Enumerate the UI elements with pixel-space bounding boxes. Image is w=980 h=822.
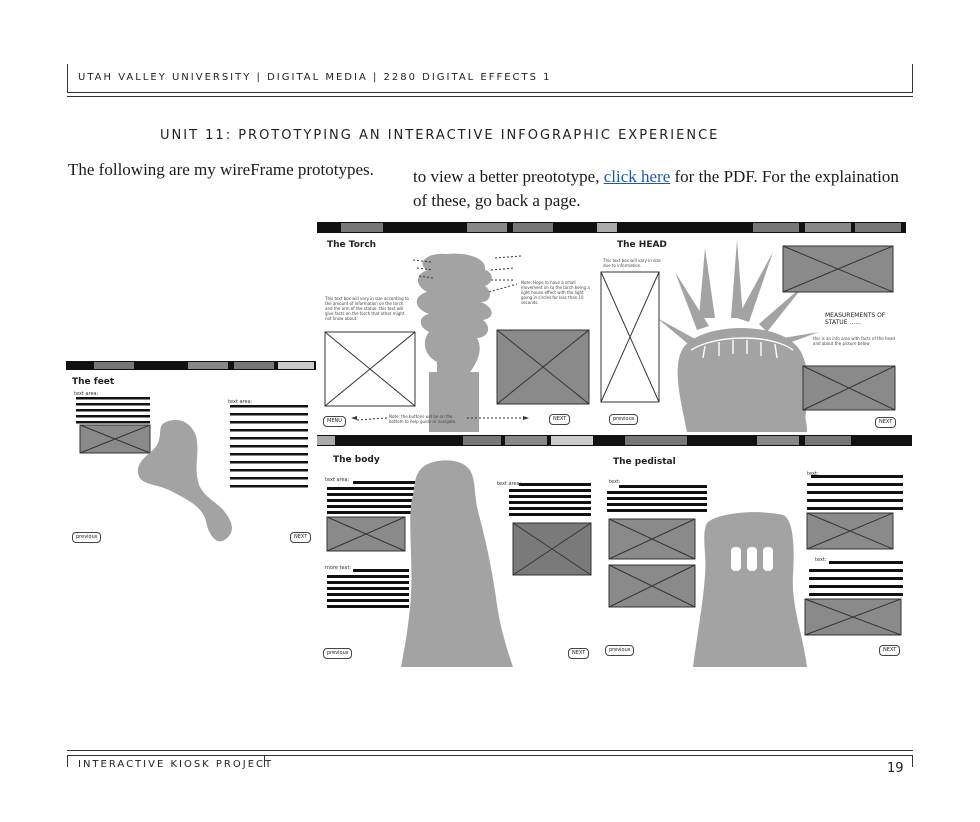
footer-right-tick [912,755,913,767]
pedistal-previous-button[interactable]: previous [605,645,634,656]
intro-right-after-link: for the PDF. For the explaination of these, go back a page. [413,167,899,210]
torch-next-button[interactable]: NEXT [549,414,570,425]
feet-text-label-1: text area: [74,391,99,397]
head-info-note: this is an info area with facts of the head and about the picture below [813,336,895,346]
wireframe-torch [317,222,597,432]
body-text-label-1: text area: [325,477,350,483]
pedistal-text-label-3: text: [815,557,827,563]
header-text: UTAH VALLEY UNIVERSITY | DIGITAL MEDIA | 2280 DIGITAL EFFECTS 1 [78,72,552,83]
head-next-button[interactable]: NEXT [875,417,896,428]
header-right-tick [912,64,913,93]
body-graphics [317,435,597,667]
footer-left-tick [67,755,68,767]
head-graphics [597,222,906,432]
footer-rule-top [67,750,913,751]
body-text-label-3: more text: [325,565,352,571]
pedistal-next-button[interactable]: NEXT [879,645,900,656]
footer-rule-bottom [67,755,913,756]
head-note: This text box will vary in size due to information. [603,258,661,268]
intro-left-text: The following are my wireFrame prototypes. [68,160,374,179]
body-previous-button[interactable]: previous [323,648,352,659]
header-rule-bottom [67,96,913,97]
unit-title: UNIT 11: PROTOTYPING AN INTERACTIVE INFOGRAPHIC EXPERIENCE [160,128,720,143]
wireframe-pedistal [597,435,912,667]
feet-previous-button[interactable]: previous [72,532,101,543]
footer-text: INTERACTIVE KIOSK PROJECT [78,759,274,770]
torch-note-3: Note: the buttons will be on the bottom to help guide or navigate. [389,414,457,424]
pedistal-text-label-1: text: [609,479,621,485]
pdf-link[interactable]: click here [603,167,671,186]
feet-text-label-2: text area: [228,399,253,405]
head-title: The HEAD [617,240,667,250]
torch-graphics [317,222,597,432]
wireframe-head [597,222,906,432]
header-left-tick [67,64,68,93]
feet-title: The feet [72,377,115,387]
torch-note-2: Note: Hope to have a small movement on to the torch being a light house effect with the light going in circles for less than 10 seconds. [521,280,590,305]
torch-menu-button[interactable]: MENU [323,416,346,427]
head-previous-button[interactable]: previous [609,414,638,425]
torch-note-1: This text box will vary in size according to the amount of information on the torch and the arm of the statue. this text will give facts on the torch that other might not know about. [325,296,409,321]
body-next-button[interactable]: NEXT [568,648,589,659]
body-title: The body [333,455,380,465]
feet-next-button[interactable]: NEXT [290,532,311,543]
pedistal-text-label-2: text: [807,471,819,477]
body-text-label-2: text area: [497,481,522,487]
head-measurements: MEASUREMENTS OF STATUE ...... [825,312,886,326]
intro-right-before-link: to view a better preototype, [413,167,604,186]
header-rule-top [67,92,913,93]
pedistal-graphics [597,435,912,667]
wireframe-body [317,435,597,667]
intro-right-text [413,165,913,213]
feet-graphics [66,361,316,561]
torch-title: The Torch [327,240,377,250]
page-number: 19 [887,761,904,776]
wireframe-feet [66,361,316,561]
pedistal-title: The pedistal [613,457,676,467]
